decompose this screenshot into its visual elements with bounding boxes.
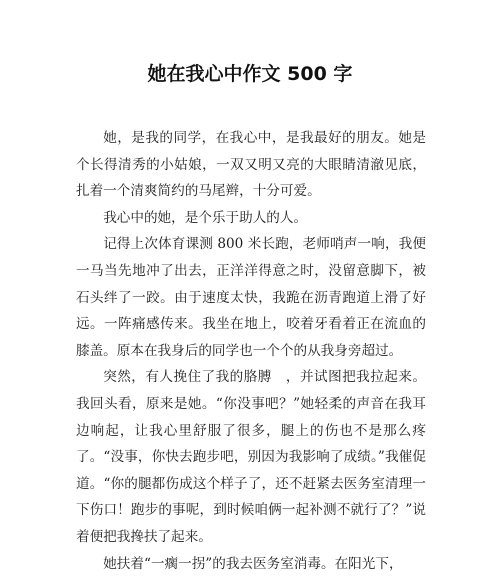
document-body [76,125,426,577]
paragraph: 她扶着“一瘸一拐”的我去医务室消毒。在阳光下， [76,551,426,577]
paragraph: 记得上次体育课测 800 米长跑，老师哨声一响，我便一马当先地冲了出去，正洋洋得意之时，没留意脚下，被石头绊了一跤。由于速度太快，我跪在沥青跑道上滑了好远。一阵痛感传来。我坐在地上，咬着牙看着正在流血的膝盖。原本在我身后的同学也一个个的从我身旁超过。 [76,231,426,364]
paragraph: 她，是我的同学，在我心中，是我最好的朋友。她是个长得清秀的小姑娘，一双又明又亮的大眼睛清澈见底，扎着一个清爽简约的马尾辫，十分可爱。 [76,125,426,205]
paragraph: 我心中的她，是个乐于助人的人。 [76,205,426,232]
document-title: 她在我心中作文 500 字 [0,62,500,86]
paragraph: 突然，有人挽住了我的胳膊 ，并试图把我拉起来。我回头看，原来是她。“你没事吧？”她轻柔的声音在我耳边响起，让我心里舒服了很多，腿上的伤也不是那么疼了。“没事，你快去跑步吧，别因为我影响了成绩。”我催促道。“你的腿都伤成这个样子了，还不赶紧去医务室清理一下伤口！跑步的事呢，到时候咱俩一起补测不就行了？”说着便把我搀扶了起来。 [76,364,426,550]
